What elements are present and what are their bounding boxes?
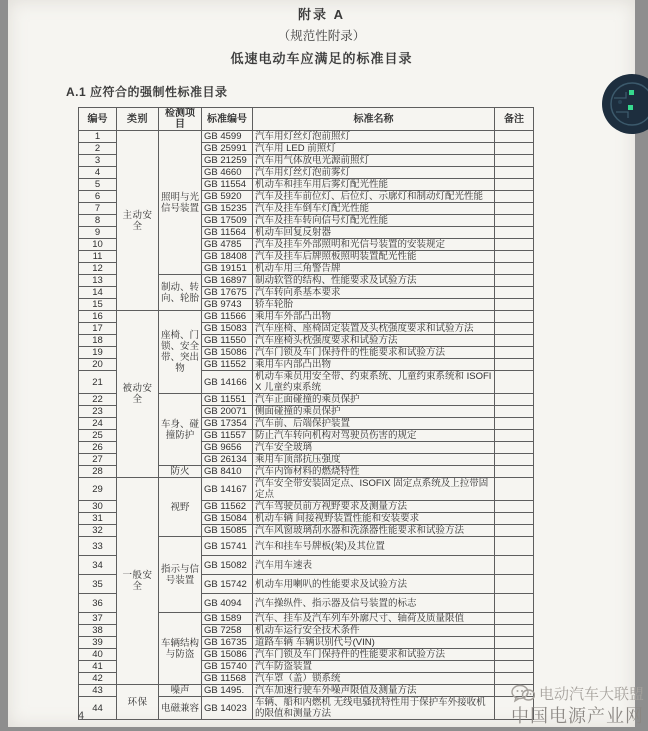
row-number: 24 (79, 418, 117, 430)
standard-number: GB 11552 (202, 359, 253, 371)
standard-name: 汽车罩（盖）锁系统 (253, 673, 495, 685)
remark-cell (495, 649, 534, 661)
row-number: 25 (79, 430, 117, 442)
row-number: 7 (79, 203, 117, 215)
standard-name: 汽车操纵件、指示器及信号装置的标志 (253, 594, 495, 613)
standard-number: GB 11554 (202, 179, 253, 191)
row-number: 28 (79, 466, 117, 478)
column-header-2: 检测项目 (159, 108, 202, 131)
standard-number: GB 11568 (202, 673, 253, 685)
watermark-row (511, 684, 644, 704)
test-item-cell: 座椅、门锁、安全带、突出物 (159, 311, 202, 394)
standard-number: GB 15740 (202, 661, 253, 673)
standard-number: GB 21259 (202, 155, 253, 167)
remark-cell (495, 406, 534, 418)
standard-name: 汽车内饰材料的燃烧特性 (253, 466, 495, 478)
standards-table (78, 107, 534, 720)
standard-name: 机动车辆 间接视野装置性能和安装要求 (253, 513, 495, 525)
standard-number: GB 16735 (202, 637, 253, 649)
watermark (511, 684, 644, 725)
row-number: 40 (79, 649, 117, 661)
standard-number: GB 14167 (202, 478, 253, 501)
standard-number: GB 5920 (202, 191, 253, 203)
standard-number: GB 15086 (202, 347, 253, 359)
standard-number: GB 19151 (202, 263, 253, 275)
standard-number: GB 4785 (202, 239, 253, 251)
standard-number: GB 11557 (202, 430, 253, 442)
standard-name: 机动车用喇叭的性能要求及试验方法 (253, 575, 495, 594)
remark-cell (495, 442, 534, 454)
row-number: 13 (79, 275, 117, 287)
standard-number: GB 15741 (202, 537, 253, 556)
standard-name: 汽车用 LED 前照灯 (253, 143, 495, 155)
standard-name: 汽车防盗装置 (253, 661, 495, 673)
remark-cell (495, 371, 534, 394)
row-number: 35 (79, 575, 117, 594)
wechat-icon (511, 684, 535, 704)
table-row (79, 131, 534, 143)
row-number: 22 (79, 394, 117, 406)
standard-name: 侧面碰撞的乘员保护 (253, 406, 495, 418)
standard-name: 汽车用气体放电光源前照灯 (253, 155, 495, 167)
standard-name: 机动车运行安全技术条件 (253, 625, 495, 637)
remark-cell (495, 454, 534, 466)
standard-name: 汽车及挂车后牌照板照明装置配光性能 (253, 251, 495, 263)
standard-name: 道路车辆 车辆识别代号(VIN) (253, 637, 495, 649)
row-number: 1 (79, 131, 117, 143)
document-heading: 低速电动车应满足的标准目录 (230, 51, 413, 66)
standard-number: GB 4599 (202, 131, 253, 143)
row-number: 10 (79, 239, 117, 251)
row-number: 41 (79, 661, 117, 673)
row-number: 43 (79, 685, 117, 697)
standard-number: GB 16897 (202, 275, 253, 287)
standard-name: 汽车驾驶员前方视野要求及测量方法 (253, 501, 495, 513)
standard-number: GB 1495. (202, 685, 253, 697)
row-number: 3 (79, 155, 117, 167)
remark-cell (495, 537, 534, 556)
row-number: 12 (79, 263, 117, 275)
remark-cell (495, 661, 534, 673)
standard-name: 汽车安全带安装固定点、ISOFIX 固定点系统及上拉带固定点 (253, 478, 495, 501)
row-number: 14 (79, 287, 117, 299)
remark-cell (495, 251, 534, 263)
remark-cell (495, 466, 534, 478)
standard-name: 机动车和挂车用后雾灯配光性能 (253, 179, 495, 191)
standard-name: 汽车及挂车转向信号灯配光性能 (253, 215, 495, 227)
standard-number: GB 17509 (202, 215, 253, 227)
standard-name: 汽车和挂车号牌板(架)及其位置 (253, 537, 495, 556)
standard-name: 汽车风窗玻璃刮水器和洗涤器性能要求和试验方法 (253, 525, 495, 537)
remark-cell (495, 287, 534, 299)
row-number: 44 (79, 697, 117, 720)
standard-name: 轿车轮胎 (253, 299, 495, 311)
bottom-edge (0, 727, 648, 731)
column-header-1: 类别 (117, 108, 159, 131)
standard-number: GB 18408 (202, 251, 253, 263)
standard-name: 汽车用车速表 (253, 556, 495, 575)
standard-number: GB 7258 (202, 625, 253, 637)
standard-name: 汽车门锁及车门保持件的性能要求和试验方法 (253, 649, 495, 661)
row-number: 29 (79, 478, 117, 501)
standard-name: 制动软管的结构、性能要求及试验方法 (253, 275, 495, 287)
circular-badge-logo (600, 72, 648, 136)
remark-cell (495, 613, 534, 625)
column-header-0: 编号 (79, 108, 117, 131)
table-header-row (79, 108, 534, 131)
category-cell: 一般安全 (117, 478, 159, 685)
standard-number: GB 11551 (202, 394, 253, 406)
standard-number: GB 25991 (202, 143, 253, 155)
remark-cell (495, 513, 534, 525)
column-header-4: 标准名称 (253, 108, 495, 131)
table-row (79, 685, 534, 697)
document-page (8, 0, 635, 727)
row-number: 42 (79, 673, 117, 685)
standard-name: 乘用车内部凸出物 (253, 359, 495, 371)
remark-cell (495, 394, 534, 406)
row-number: 16 (79, 311, 117, 323)
standard-number: GB 1589 (202, 613, 253, 625)
remark-cell (495, 143, 534, 155)
remark-cell (495, 239, 534, 251)
test-item-cell: 防火 (159, 466, 202, 478)
row-number: 37 (79, 613, 117, 625)
remark-cell (495, 263, 534, 275)
test-item-cell: 指示与信号装置 (159, 537, 202, 613)
row-number: 4 (79, 167, 117, 179)
standard-number: GB 15742 (202, 575, 253, 594)
remark-cell (495, 191, 534, 203)
row-number: 11 (79, 251, 117, 263)
appendix-title: 附录 A (297, 7, 345, 22)
remark-cell (495, 556, 534, 575)
standard-name: 乘用车顶部抗压强度 (253, 454, 495, 466)
row-number: 23 (79, 406, 117, 418)
row-number: 9 (79, 227, 117, 239)
row-number: 32 (79, 525, 117, 537)
standard-name: 汽车转向系基本要求 (253, 287, 495, 299)
watermark-text-alliance: 电动汽车大联盟 (538, 685, 644, 703)
remark-cell (495, 625, 534, 637)
standard-number: GB 17354 (202, 418, 253, 430)
page-number: 4 (78, 710, 85, 722)
standard-number: GB 4660 (202, 167, 253, 179)
row-number: 38 (79, 625, 117, 637)
standard-name: 车辆、船和内燃机 无线电骚扰特性用于保护车外接收机的限值和测量方法 (253, 697, 495, 720)
standard-name: 机动车乘员用安全带、约束系统、儿童约束系统和 ISOFIX 儿童约束系统 (253, 371, 495, 394)
remark-cell (495, 323, 534, 335)
remark-cell (495, 131, 534, 143)
standard-number: GB 15084 (202, 513, 253, 525)
row-number: 15 (79, 299, 117, 311)
test-item-cell: 车辆结构与防盗 (159, 613, 202, 685)
remark-cell (495, 155, 534, 167)
standard-number: GB 4094 (202, 594, 253, 613)
row-number: 20 (79, 359, 117, 371)
category-cell: 主动安全 (117, 131, 159, 311)
row-number: 18 (79, 335, 117, 347)
standard-number: GB 17675 (202, 287, 253, 299)
standard-name: 机动车回复反射器 (253, 227, 495, 239)
section-title: A.1 应符合的强制性标准目录 (66, 85, 228, 99)
test-item-cell: 噪声 (159, 685, 202, 697)
remark-cell (495, 525, 534, 537)
row-number: 6 (79, 191, 117, 203)
column-header-3: 标准编号 (202, 108, 253, 131)
test-item-cell: 照明与光信号装置 (159, 131, 202, 275)
remark-cell (495, 501, 534, 513)
remark-cell (495, 275, 534, 287)
category-cell: 环保 (117, 685, 159, 720)
remark-cell (495, 478, 534, 501)
row-number: 21 (79, 371, 117, 394)
row-number: 36 (79, 594, 117, 613)
remark-cell (495, 347, 534, 359)
document-header (8, 0, 635, 67)
standard-name: 汽车加速行驶车外噪声限值及测量方法 (253, 685, 495, 697)
row-number: 5 (79, 179, 117, 191)
standard-name: 汽车及挂车前位灯、后位灯、示廓灯和制动灯配光性能 (253, 191, 495, 203)
standard-number: GB 9656 (202, 442, 253, 454)
remark-cell (495, 299, 534, 311)
remark-cell (495, 215, 534, 227)
remark-cell (495, 418, 534, 430)
remark-cell (495, 359, 534, 371)
column-header-5: 备注 (495, 108, 534, 131)
standard-number: GB 14166 (202, 371, 253, 394)
row-number: 33 (79, 537, 117, 556)
standard-number: GB 15085 (202, 525, 253, 537)
test-item-cell: 电磁兼容 (159, 697, 202, 720)
standard-name: 汽车正面碰撞的乘员保护 (253, 394, 495, 406)
standard-name: 汽车、挂车及汽车列车外廓尺寸、轴荷及质量限值 (253, 613, 495, 625)
standard-name: 防止汽车转向机构对驾驶员伤害的规定 (253, 430, 495, 442)
row-number: 31 (79, 513, 117, 525)
remark-cell (495, 637, 534, 649)
standard-number: GB 11550 (202, 335, 253, 347)
appendix-subtitle: （规范性附录） (277, 29, 366, 43)
remark-cell (495, 227, 534, 239)
standard-name: 汽车座椅、座椅固定装置及头枕强度要求和试验方法 (253, 323, 495, 335)
remark-cell (495, 203, 534, 215)
standard-name: 乘用车外部凸出物 (253, 311, 495, 323)
row-number: 34 (79, 556, 117, 575)
row-number: 39 (79, 637, 117, 649)
standard-name: 汽车座椅头枕强度要求和试验方法 (253, 335, 495, 347)
watermark-text-site: 中国电源产业网 (511, 706, 644, 726)
standard-number: GB 11562 (202, 501, 253, 513)
row-number: 8 (79, 215, 117, 227)
category-cell: 被动安全 (117, 311, 159, 478)
test-item-cell: 车身、碰撞防护 (159, 394, 202, 466)
standard-name: 汽车门锁及车门保持件的性能要求和试验方法 (253, 347, 495, 359)
row-number: 2 (79, 143, 117, 155)
test-item-cell: 视野 (159, 478, 202, 537)
standard-number: GB 15083 (202, 323, 253, 335)
badge-emblem-icon (600, 72, 648, 136)
standard-number: GB 15086 (202, 649, 253, 661)
table-row (79, 311, 534, 323)
standard-name: 汽车及挂车倒车灯配光性能 (253, 203, 495, 215)
test-item-cell: 制动、转向、轮胎 (159, 275, 202, 311)
row-number: 30 (79, 501, 117, 513)
standard-number: GB 15235 (202, 203, 253, 215)
remark-cell (495, 575, 534, 594)
row-number: 27 (79, 454, 117, 466)
standard-name: 汽车用灯丝灯泡前照灯 (253, 131, 495, 143)
standard-name: 机动车用三角警告牌 (253, 263, 495, 275)
standard-number: GB 14023 (202, 697, 253, 720)
remark-cell (495, 430, 534, 442)
standard-number: GB 20071 (202, 406, 253, 418)
standard-number: GB 15082 (202, 556, 253, 575)
remark-cell (495, 167, 534, 179)
row-number: 17 (79, 323, 117, 335)
remark-cell (495, 594, 534, 613)
standard-name: 汽车用灯丝灯泡前雾灯 (253, 167, 495, 179)
row-number: 19 (79, 347, 117, 359)
remark-cell (495, 335, 534, 347)
standard-name: 汽车及挂车外部照明和光信号装置的安装规定 (253, 239, 495, 251)
remark-cell (495, 179, 534, 191)
row-number: 26 (79, 442, 117, 454)
standard-number: GB 8410 (202, 466, 253, 478)
standard-name: 汽车安全玻璃 (253, 442, 495, 454)
remark-cell (495, 673, 534, 685)
table-row (79, 478, 534, 501)
standard-number: GB 11566 (202, 311, 253, 323)
standard-number: GB 26134 (202, 454, 253, 466)
remark-cell (495, 311, 534, 323)
standard-number: GB 9743 (202, 299, 253, 311)
standard-name: 汽车前、后端保护装置 (253, 418, 495, 430)
standard-number: GB 11564 (202, 227, 253, 239)
